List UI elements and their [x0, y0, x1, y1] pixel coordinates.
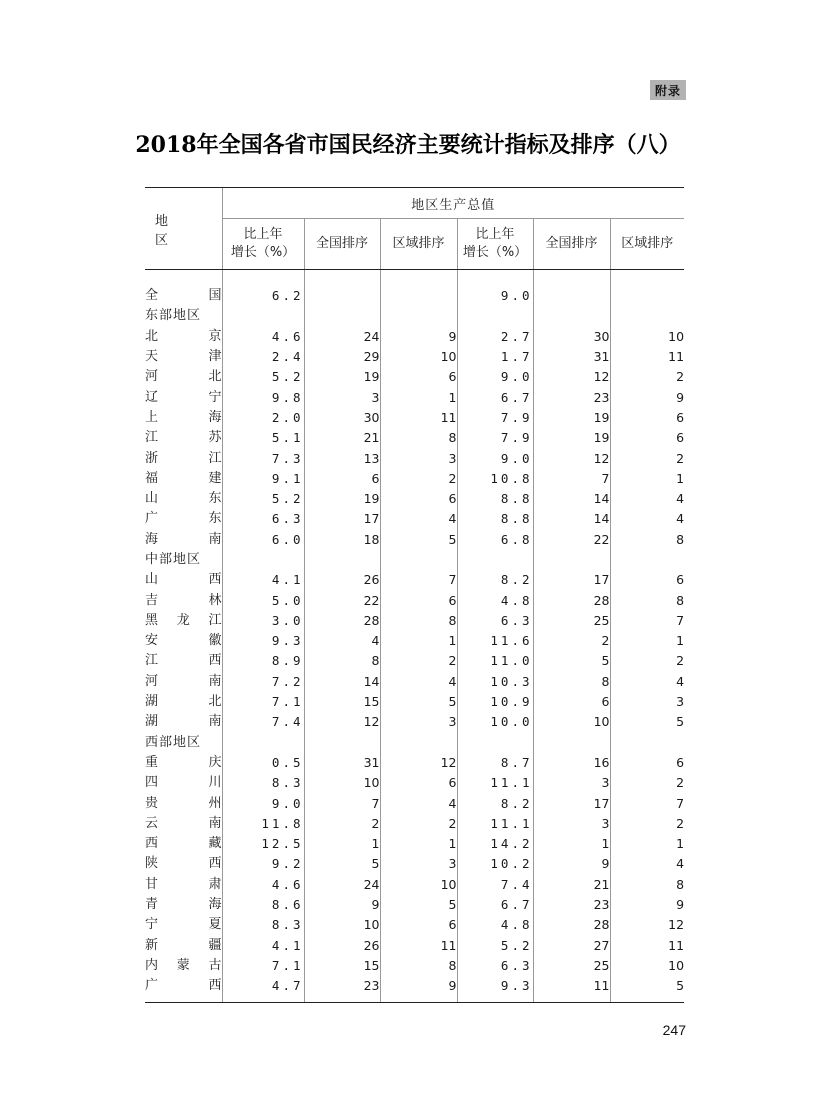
national-rank-cell: 11 [533, 976, 610, 996]
regional-rank-cell: 8 [380, 956, 457, 976]
growth-cell: 7.9 [457, 428, 533, 448]
table-row [145, 976, 684, 996]
row-name: 内蒙古 [145, 957, 222, 973]
growth-cell: 8.9 [222, 651, 304, 671]
growth-cell: 5.2 [222, 367, 304, 387]
national-rank-cell: 8 [533, 672, 610, 692]
growth-cell: 6.7 [457, 387, 533, 407]
national-rank-cell: 7 [304, 793, 380, 813]
growth-cell: 8.2 [457, 793, 533, 813]
regional-rank-cell: 2 [610, 773, 684, 793]
growth-cell [222, 733, 304, 753]
growth-cell: 8.8 [457, 509, 533, 529]
growth-cell: 9.1 [222, 469, 304, 489]
region-group-row [145, 306, 684, 326]
growth-cell: 6.3 [457, 611, 533, 631]
table-row [145, 590, 684, 610]
growth-cell: 9.0 [457, 448, 533, 468]
regional-rank-cell: 1 [380, 834, 457, 854]
regional-rank-cell: 2 [380, 469, 457, 489]
regional-rank-cell: 6 [380, 773, 457, 793]
table-row [145, 875, 684, 895]
row-name: 湖南 [145, 714, 222, 730]
growth-cell: 10.8 [457, 469, 533, 489]
table-row [145, 286, 684, 306]
growth-cell: 7.2 [222, 672, 304, 692]
growth-cell: 9.3 [222, 631, 304, 651]
growth-cell: 7.9 [457, 408, 533, 428]
regional-rank-cell: 2 [610, 448, 684, 468]
sub-header-4: 全国排序 [533, 219, 610, 270]
table-row [145, 895, 684, 915]
national-rank-cell: 24 [304, 327, 380, 347]
national-rank-cell: 14 [304, 672, 380, 692]
regional-rank-cell: 6 [380, 489, 457, 509]
growth-cell: 7.4 [222, 712, 304, 732]
growth-cell: 7.1 [222, 956, 304, 976]
row-name: 陕西 [145, 856, 222, 872]
regional-rank-cell: 7 [610, 611, 684, 631]
row-name: 青海 [145, 897, 222, 913]
growth-cell: 7.1 [222, 692, 304, 712]
row-name: 天津 [145, 349, 222, 365]
regional-rank-cell: 5 [380, 692, 457, 712]
row-name: 北京 [145, 328, 222, 344]
regional-rank-cell: 3 [380, 712, 457, 732]
table-row [145, 793, 684, 813]
regional-rank-cell: 9 [380, 327, 457, 347]
national-rank-cell: 21 [304, 428, 380, 448]
national-rank-cell: 28 [304, 611, 380, 631]
national-rank-cell: 23 [304, 976, 380, 996]
national-rank-cell: 18 [304, 530, 380, 550]
national-rank-cell: 9 [533, 854, 610, 874]
regional-rank-cell: 8 [610, 590, 684, 610]
regional-rank-cell: 4 [380, 509, 457, 529]
national-rank-cell: 12 [533, 367, 610, 387]
region-group-row [145, 550, 684, 570]
growth-cell [457, 306, 533, 326]
growth-cell: 7.4 [457, 875, 533, 895]
national-rank-cell: 3 [533, 814, 610, 834]
growth-cell: 3.0 [222, 611, 304, 631]
growth-cell: 9.0 [457, 367, 533, 387]
national-rank-cell: 30 [533, 327, 610, 347]
growth-cell: 8.3 [222, 773, 304, 793]
table-row [145, 327, 684, 347]
national-rank-cell: 2 [533, 631, 610, 651]
regional-rank-cell: 4 [380, 672, 457, 692]
regional-rank-cell: 3 [610, 692, 684, 712]
table-row [145, 469, 684, 489]
regional-rank-cell: 8 [610, 875, 684, 895]
row-name: 吉林 [145, 592, 222, 608]
sub-header-3: 比上年 增长（%） [457, 219, 533, 270]
growth-cell: 4.1 [222, 570, 304, 590]
table-endline [145, 996, 684, 1003]
regional-rank-cell: 6 [380, 590, 457, 610]
row-name: 山西 [145, 572, 222, 588]
national-rank-cell: 10 [304, 773, 380, 793]
page-title: 2018年全国各省市国民经济主要统计指标及排序（八） [135, 132, 681, 158]
regional-rank-cell: 1 [610, 631, 684, 651]
sub-header-2: 区域排序 [380, 219, 457, 270]
growth-cell [457, 733, 533, 753]
national-rank-cell: 7 [533, 469, 610, 489]
growth-cell: 6.7 [457, 895, 533, 915]
national-rank-cell: 1 [304, 834, 380, 854]
growth-cell: 12.5 [222, 834, 304, 854]
table-row [145, 631, 684, 651]
growth-cell: 11.1 [457, 814, 533, 834]
national-rank-cell: 26 [304, 570, 380, 590]
row-name: 黑龙江 [145, 612, 222, 628]
region-column-header: 地区 [145, 188, 222, 270]
regional-rank-cell [380, 733, 457, 753]
row-name: 新疆 [145, 937, 222, 953]
regional-rank-cell: 5 [380, 895, 457, 915]
table-row [145, 915, 684, 935]
growth-cell: 6.0 [222, 530, 304, 550]
gdp-group-header: 地区生产总值 [222, 188, 684, 219]
regional-rank-cell: 4 [610, 489, 684, 509]
regional-rank-cell: 6 [610, 570, 684, 590]
regional-rank-cell: 10 [380, 875, 457, 895]
page-number: 247 [662, 1022, 686, 1038]
national-rank-cell: 1 [533, 834, 610, 854]
table-body [145, 270, 684, 1003]
row-name: 山东 [145, 491, 222, 507]
table-row [145, 570, 684, 590]
regional-rank-cell: 11 [610, 936, 684, 956]
regional-rank-cell: 9 [610, 387, 684, 407]
growth-cell [222, 550, 304, 570]
growth-cell: 5.2 [222, 489, 304, 509]
regional-rank-cell: 8 [380, 428, 457, 448]
table-row [145, 753, 684, 773]
row-name: 甘肃 [145, 876, 222, 892]
growth-cell: 4.6 [222, 875, 304, 895]
national-rank-cell: 22 [304, 590, 380, 610]
regional-rank-cell [610, 306, 684, 326]
growth-cell [222, 306, 304, 326]
national-rank-cell: 5 [533, 651, 610, 671]
growth-cell: 11.8 [222, 814, 304, 834]
national-rank-cell: 19 [304, 489, 380, 509]
national-rank-cell: 9 [304, 895, 380, 915]
row-name: 湖北 [145, 694, 222, 710]
regional-rank-cell: 5 [380, 530, 457, 550]
table-row [145, 773, 684, 793]
row-name: 中部地区 [145, 552, 202, 567]
national-rank-cell: 14 [533, 489, 610, 509]
growth-cell: 9.3 [457, 976, 533, 996]
row-name: 河北 [145, 369, 222, 385]
regional-rank-cell: 11 [380, 408, 457, 428]
regional-rank-cell [380, 286, 457, 306]
national-rank-cell: 16 [533, 753, 610, 773]
national-rank-cell: 14 [533, 509, 610, 529]
regional-rank-cell: 4 [610, 672, 684, 692]
table-header [145, 188, 684, 270]
regional-rank-cell: 2 [610, 367, 684, 387]
regional-rank-cell: 2 [610, 814, 684, 834]
national-rank-cell: 15 [304, 956, 380, 976]
regional-rank-cell: 4 [610, 854, 684, 874]
row-name: 海南 [145, 531, 222, 547]
national-rank-cell: 23 [533, 387, 610, 407]
growth-cell: 14.2 [457, 834, 533, 854]
row-name: 西藏 [145, 836, 222, 852]
row-name: 重庆 [145, 754, 222, 770]
national-rank-cell [533, 286, 610, 306]
sub-header-row [145, 219, 684, 270]
table-row [145, 347, 684, 367]
growth-cell: 6.3 [457, 956, 533, 976]
regional-rank-cell: 10 [610, 956, 684, 976]
growth-cell: 6.3 [222, 509, 304, 529]
table-row [145, 387, 684, 407]
national-rank-cell: 10 [533, 712, 610, 732]
table-row [145, 834, 684, 854]
national-rank-cell: 25 [533, 956, 610, 976]
growth-cell: 4.1 [222, 936, 304, 956]
row-name: 辽宁 [145, 389, 222, 405]
growth-cell: 4.8 [457, 915, 533, 935]
national-rank-cell [533, 306, 610, 326]
regional-rank-cell: 11 [380, 936, 457, 956]
regional-rank-cell: 6 [610, 753, 684, 773]
growth-cell: 6.8 [457, 530, 533, 550]
row-name: 河南 [145, 673, 222, 689]
table-row [145, 408, 684, 428]
national-rank-cell [533, 550, 610, 570]
region-group-row [145, 733, 684, 753]
regional-rank-cell: 5 [610, 976, 684, 996]
regional-rank-cell [610, 550, 684, 570]
table-row [145, 672, 684, 692]
regional-rank-cell: 9 [380, 976, 457, 996]
regional-rank-cell: 4 [610, 509, 684, 529]
national-rank-cell: 5 [304, 854, 380, 874]
national-rank-cell: 15 [304, 692, 380, 712]
regional-rank-cell: 7 [610, 793, 684, 813]
row-name: 江苏 [145, 430, 222, 446]
national-rank-cell: 28 [533, 590, 610, 610]
national-rank-cell: 17 [304, 509, 380, 529]
national-rank-cell: 8 [304, 651, 380, 671]
national-rank-cell: 4 [304, 631, 380, 651]
growth-cell: 10.0 [457, 712, 533, 732]
growth-cell: 11.6 [457, 631, 533, 651]
growth-cell: 5.0 [222, 590, 304, 610]
national-rank-cell: 31 [533, 347, 610, 367]
growth-cell: 5.2 [457, 936, 533, 956]
sub-header-5: 区域排序 [610, 219, 684, 270]
growth-cell: 8.2 [457, 570, 533, 590]
growth-cell: 0.5 [222, 753, 304, 773]
regional-rank-cell: 1 [610, 834, 684, 854]
national-rank-cell: 12 [304, 712, 380, 732]
growth-cell: 10.9 [457, 692, 533, 712]
growth-cell: 9.8 [222, 387, 304, 407]
growth-cell: 7.3 [222, 448, 304, 468]
table-row [145, 651, 684, 671]
table-row [145, 509, 684, 529]
regional-rank-cell: 6 [610, 428, 684, 448]
row-name: 宁夏 [145, 917, 222, 933]
sub-header-1: 全国排序 [304, 219, 380, 270]
national-rank-cell: 24 [304, 875, 380, 895]
national-rank-cell: 25 [533, 611, 610, 631]
national-rank-cell: 28 [533, 915, 610, 935]
national-rank-cell [533, 733, 610, 753]
national-rank-cell: 22 [533, 530, 610, 550]
growth-cell: 10.2 [457, 854, 533, 874]
national-rank-cell: 17 [533, 570, 610, 590]
regional-rank-cell: 3 [380, 854, 457, 874]
national-rank-cell: 6 [304, 469, 380, 489]
row-name: 福建 [145, 470, 222, 486]
row-name: 浙江 [145, 450, 222, 466]
growth-cell: 1.7 [457, 347, 533, 367]
growth-cell: 8.7 [457, 753, 533, 773]
national-rank-cell: 3 [304, 387, 380, 407]
national-rank-cell: 31 [304, 753, 380, 773]
row-name: 广西 [145, 978, 222, 994]
growth-cell: 10.3 [457, 672, 533, 692]
row-name: 广东 [145, 511, 222, 527]
row-name: 云南 [145, 815, 222, 831]
regional-rank-cell: 9 [610, 895, 684, 915]
regional-rank-cell: 1 [380, 387, 457, 407]
national-rank-cell: 19 [304, 367, 380, 387]
growth-cell: 4.8 [457, 590, 533, 610]
national-rank-cell [304, 550, 380, 570]
national-rank-cell: 12 [533, 448, 610, 468]
growth-cell: 5.1 [222, 428, 304, 448]
national-rank-cell [304, 306, 380, 326]
regional-rank-cell: 12 [380, 753, 457, 773]
regional-rank-cell: 8 [380, 611, 457, 631]
regional-rank-cell: 1 [380, 631, 457, 651]
regional-rank-cell: 10 [380, 347, 457, 367]
row-name: 东部地区 [145, 308, 202, 324]
national-rank-cell: 6 [533, 692, 610, 712]
national-rank-cell [304, 286, 380, 306]
growth-cell: 4.6 [222, 327, 304, 347]
row-name: 贵州 [145, 795, 222, 811]
national-rank-cell: 19 [533, 428, 610, 448]
table-row [145, 448, 684, 468]
stats-table-container [145, 187, 684, 1003]
table-row [145, 956, 684, 976]
growth-cell: 6.2 [222, 286, 304, 306]
table-row [145, 530, 684, 550]
regional-rank-cell: 3 [380, 448, 457, 468]
sub-header-0: 比上年 增长（%） [222, 219, 304, 270]
regional-rank-cell: 4 [380, 793, 457, 813]
national-rank-cell: 3 [533, 773, 610, 793]
stats-table [145, 187, 684, 1003]
growth-cell: 4.7 [222, 976, 304, 996]
regional-rank-cell [380, 550, 457, 570]
growth-cell: 9.2 [222, 854, 304, 874]
row-name: 上海 [145, 409, 222, 425]
table-row [145, 854, 684, 874]
row-name: 西部地区 [145, 734, 202, 750]
national-rank-cell: 19 [533, 408, 610, 428]
national-rank-cell: 27 [533, 936, 610, 956]
national-rank-cell: 23 [533, 895, 610, 915]
national-rank-cell: 30 [304, 408, 380, 428]
regional-rank-cell: 5 [610, 712, 684, 732]
table-row [145, 814, 684, 834]
table-row [145, 712, 684, 732]
table-row [145, 428, 684, 448]
row-name: 安徽 [145, 633, 222, 649]
regional-rank-cell: 6 [380, 915, 457, 935]
regional-rank-cell: 1 [610, 469, 684, 489]
growth-cell: 2.0 [222, 408, 304, 428]
regional-rank-cell [610, 733, 684, 753]
national-rank-cell: 17 [533, 793, 610, 813]
row-name: 全国 [145, 288, 222, 304]
national-rank-cell: 2 [304, 814, 380, 834]
row-name: 四川 [145, 775, 222, 791]
national-rank-cell [304, 733, 380, 753]
regional-rank-cell [380, 306, 457, 326]
regional-rank-cell: 11 [610, 347, 684, 367]
table-row [145, 936, 684, 956]
national-rank-cell: 13 [304, 448, 380, 468]
growth-cell: 8.6 [222, 895, 304, 915]
regional-rank-cell: 7 [380, 570, 457, 590]
table-row [145, 692, 684, 712]
national-rank-cell: 26 [304, 936, 380, 956]
regional-rank-cell: 2 [380, 814, 457, 834]
growth-cell: 8.8 [457, 489, 533, 509]
growth-cell: 11.0 [457, 651, 533, 671]
growth-cell: 2.4 [222, 347, 304, 367]
growth-cell: 9.0 [222, 793, 304, 813]
regional-rank-cell: 2 [380, 651, 457, 671]
national-rank-cell: 29 [304, 347, 380, 367]
row-name: 江西 [145, 653, 222, 669]
section-tag: 附录 [650, 80, 686, 100]
regional-rank-cell [610, 286, 684, 306]
growth-cell: 8.3 [222, 915, 304, 935]
table-row [145, 367, 684, 387]
national-rank-cell: 10 [304, 915, 380, 935]
regional-rank-cell: 12 [610, 915, 684, 935]
growth-cell: 2.7 [457, 327, 533, 347]
regional-rank-cell: 10 [610, 327, 684, 347]
growth-cell: 11.1 [457, 773, 533, 793]
regional-rank-cell: 2 [610, 651, 684, 671]
national-rank-cell: 21 [533, 875, 610, 895]
table-spacer [145, 270, 684, 287]
table-row [145, 611, 684, 631]
regional-rank-cell: 6 [610, 408, 684, 428]
growth-cell: 9.0 [457, 286, 533, 306]
regional-rank-cell: 8 [610, 530, 684, 550]
regional-rank-cell: 6 [380, 367, 457, 387]
table-row [145, 489, 684, 509]
growth-cell [457, 550, 533, 570]
